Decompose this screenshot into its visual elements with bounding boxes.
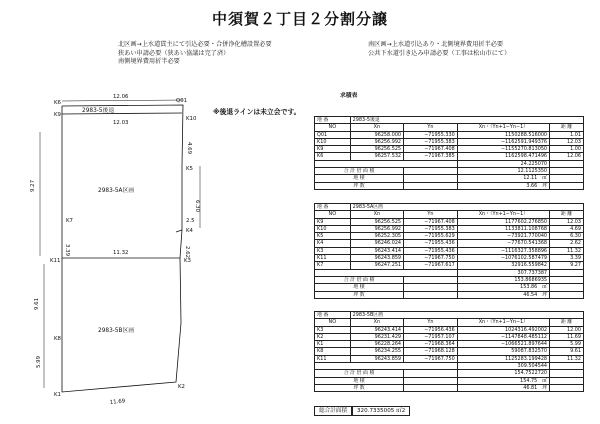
north-note-2: 狭あい申請必要（狭あい協議は完了済） <box>118 49 230 57</box>
area-label-b: 2983-5B区画 <box>98 328 135 334</box>
chiban-label: 地 番 <box>315 204 351 211</box>
col-header: Yn <box>404 124 458 131</box>
col-header: NO <box>315 124 351 131</box>
dimension-label: 5.99 <box>36 355 42 368</box>
north-note-3: 南側境界費用折半必要 <box>118 58 180 65</box>
table-row: K10 96256.992 −71955.383 1133811.108768 4.69 <box>315 225 584 232</box>
setback-legend: ※後退ラインは未立会です。 <box>213 108 301 116</box>
point-label: K5 <box>186 166 193 172</box>
point-label: K11 <box>50 258 61 264</box>
table-row: K9 96256.525 −71967.408 −1155270.813050 1.00 <box>315 146 584 153</box>
table-title-cell: 2983-5B区画 <box>350 312 583 319</box>
dimension-label: 6.30 <box>194 200 200 213</box>
tsubo-row: 坪 数 46.54 坪 <box>315 291 584 298</box>
area-table-2 <box>314 203 584 299</box>
table-title: 求積表 <box>340 93 358 99</box>
area-table-3 <box>314 311 584 392</box>
total-area-box <box>314 406 410 416</box>
dim-line <box>62 100 183 101</box>
area-label-a: 2983-5A区画 <box>98 188 135 194</box>
col-header: NO <box>315 211 351 218</box>
dimension-label: 2.62 <box>184 246 190 259</box>
dimension-label: 12.03 <box>113 120 129 126</box>
area-row: 地 積 12.11 ㎡ <box>315 175 584 182</box>
point-label: K3 <box>184 258 191 264</box>
point-label: K1 <box>54 392 61 398</box>
point-label: K2 <box>178 384 185 390</box>
table-title-cell: 2983-5A区画 <box>350 204 583 211</box>
table-row: K2 96231.429 −71957.107 −1147848.485112 11.69 <box>315 333 584 340</box>
table-row: K3 96243.414 −71955.436 −1116327.358896 11.32 <box>315 247 584 254</box>
col-header: Xn <box>350 319 403 326</box>
chiban-label: 地 番 <box>315 117 351 124</box>
table-row: K1 96228.264 −71968.364 −1066521.897644 5.99 <box>315 341 584 348</box>
table-row: K10 96256.992 −71955.383 −1162591.949376 12.03 <box>315 138 584 145</box>
point-label: K9 <box>54 112 61 118</box>
sum-row: 307.737387 <box>315 269 584 276</box>
total-area-label: 総合計面積 <box>314 406 352 416</box>
dimension-label: 4.69 <box>186 142 192 155</box>
double-area-row: 合 計 倍 面 積 154.7522720 <box>315 370 584 377</box>
area-label-setback: 2983-5後退 <box>82 108 115 114</box>
sum-row: 309.504544 <box>315 363 584 370</box>
col-header: Xn・（Yn+1−Yn−1） <box>457 319 549 326</box>
total-area-value: 320.7335005 ㎡2 <box>352 406 410 416</box>
north-note-1: 北区画→上水道貫主にて引込必要・合併浄化槽設置必要 <box>118 41 272 48</box>
col-header: Xn・（Yn+1−Yn−1） <box>457 124 549 131</box>
col-header: 距 離 <box>550 211 584 218</box>
table-row: K9 96256.525 −71967.408 1177602.276850 12.03 <box>315 218 584 225</box>
point-label: K6 <box>54 100 61 106</box>
double-area-row: 合 計 倍 面 積 153.8686935 <box>315 276 584 283</box>
sum-row: 24.225070 <box>315 160 584 167</box>
table-row: K11 96243.859 −71967.750 −1076102.587479 3.39 <box>315 255 584 262</box>
dimension-label: 3.39 <box>64 244 70 257</box>
col-header: Yn <box>404 211 458 218</box>
col-header: 距 離 <box>550 319 584 326</box>
dimension-label: 9.61 <box>34 297 40 310</box>
south-note-2: 公共下水道引き込み申請必要（工事は松山市にて） <box>368 49 511 57</box>
point-label: Q01 <box>176 98 188 104</box>
col-header: Xn・（Yn+1−Yn−1） <box>457 211 549 218</box>
dimension-label: 9.27 <box>30 179 36 192</box>
chiban-label: 地 番 <box>315 312 351 319</box>
table-row: K6 96257.532 −71967.385 1162598.471496 12.06 <box>315 153 584 160</box>
table-row: K3 96243.414 −71956.436 1024316.492002 12.00 <box>315 326 584 333</box>
table-row: K8 96234.255 −71968.128 59087.832570 9.61 <box>315 348 584 355</box>
area-table-1 <box>314 116 584 190</box>
tsubo-row: 坪 数 46.81 坪 <box>315 384 584 391</box>
south-note-1: 南区画→上水道引込あり・北側境界費用折半必要 <box>368 41 504 48</box>
table-row: Q01 96258.000 −71955.330 1150288.516000 1.01 <box>315 131 584 138</box>
table-title-cell: 2983-5後退 <box>350 117 583 124</box>
double-area-row: 合 計 倍 面 積 12.1125350 <box>315 168 584 175</box>
col-header: Xn <box>350 124 403 131</box>
dimension-label: 11.69 <box>109 398 126 406</box>
col-header: NO <box>315 319 351 326</box>
jog-line <box>176 230 182 232</box>
point-label: K7 <box>66 218 73 224</box>
col-header: 距 離 <box>550 124 584 131</box>
area-row: 地 積 154.75 ㎡ <box>315 377 584 384</box>
boundary-line <box>62 105 183 392</box>
point-label: K4 <box>186 228 193 234</box>
setback-line <box>62 113 182 114</box>
point-label: K10 <box>186 116 197 122</box>
dimension-label: 2.5 <box>186 218 195 224</box>
col-header: Yn <box>404 319 458 326</box>
col-header: Xn <box>350 211 403 218</box>
table-row: K5 96252.305 −71955.629 −73921.770040 6.30 <box>315 233 584 240</box>
point-label: K8 <box>54 336 61 342</box>
page-title: 中須賀２丁目２分割分譲 <box>211 10 388 28</box>
table-row: K7 96247.251 −71967.617 32916.559842 9.27 <box>315 262 584 269</box>
table-row: K11 96243.859 −71967.750 1125283.199428 11.32 <box>315 355 584 362</box>
area-row: 地 積 153.86 ㎡ <box>315 284 584 291</box>
tsubo-row: 坪 数 3.66 坪 <box>315 182 584 189</box>
dimension-label: 11.32 <box>113 250 129 256</box>
table-row: K4 96246.024 −71955.436 −77670.541368 2.62 <box>315 240 584 247</box>
dimension-label: 12.06 <box>113 94 129 100</box>
